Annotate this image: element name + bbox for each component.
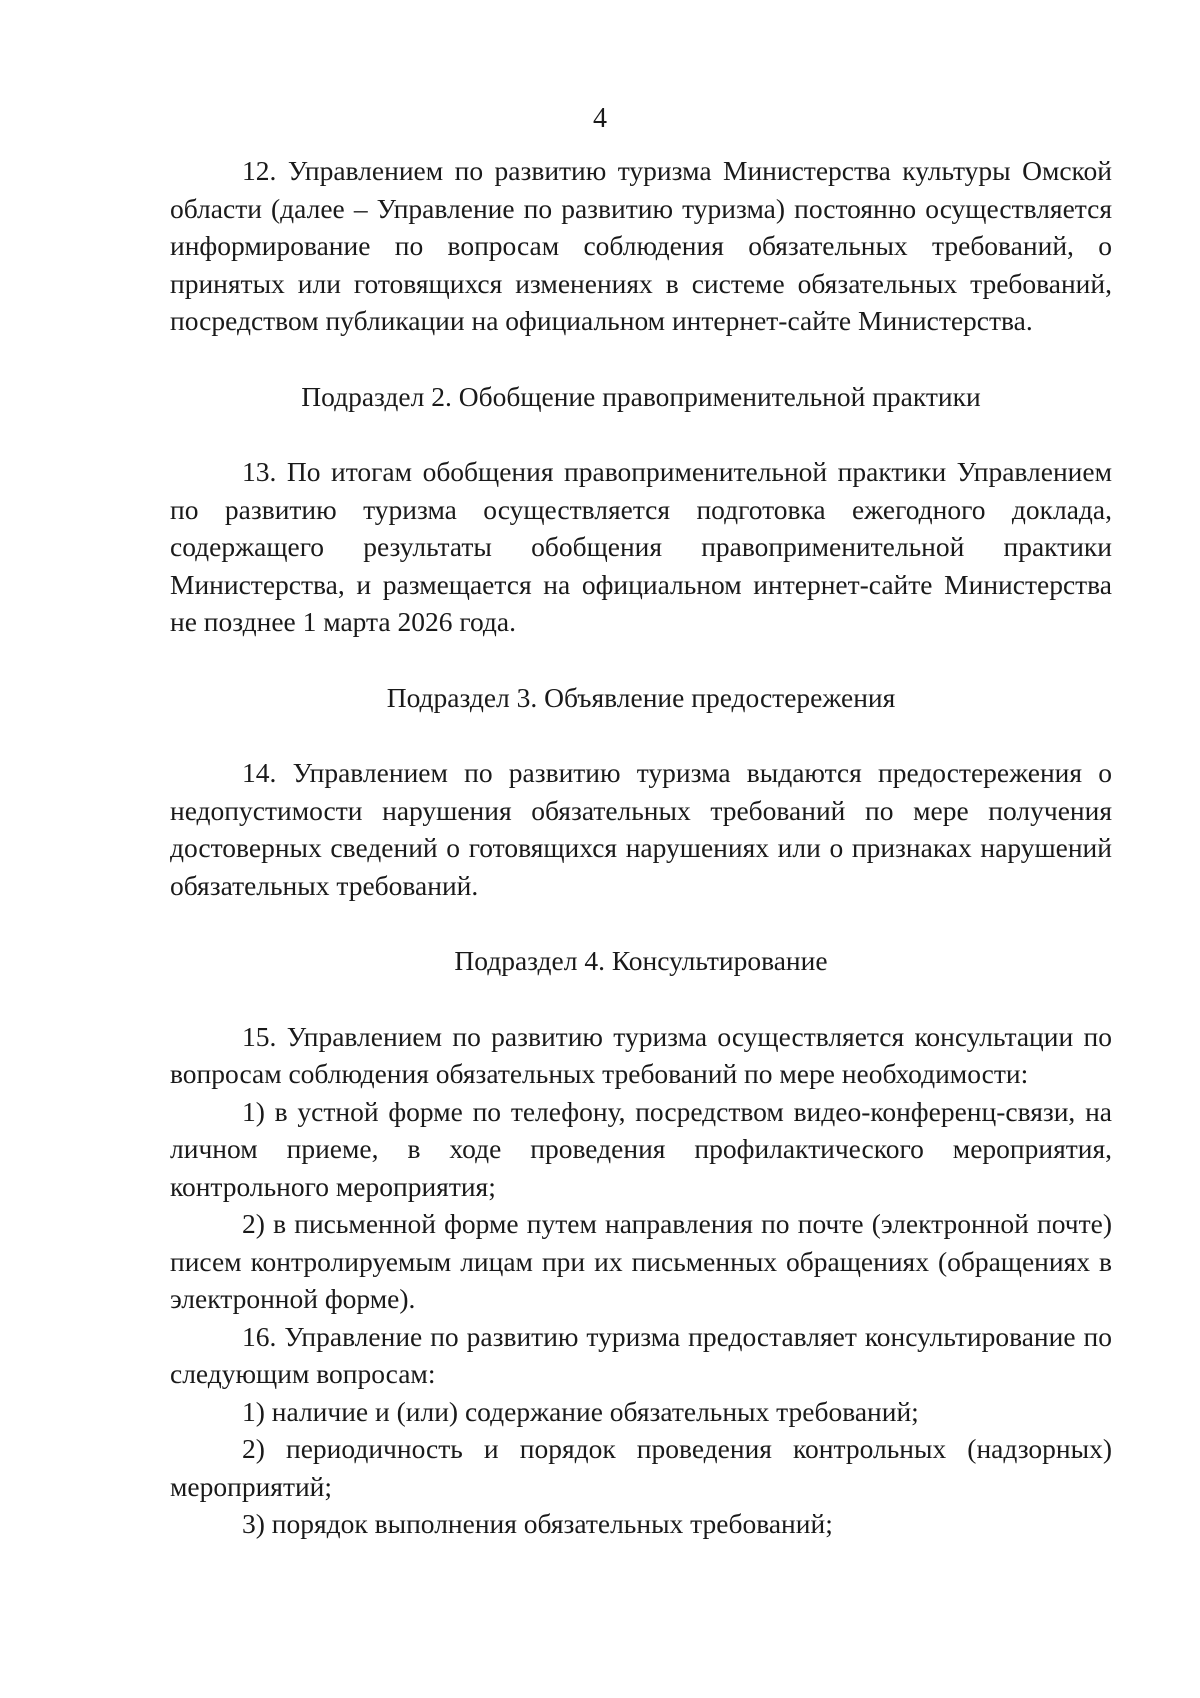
paragraph-12: 12. Управлением по развитию туризма Министерства культуры Омской области (далее – Управление по развитию туризма) постоянно осуществляется информирование по вопросам соблюдения обязательных требований, о принятых или готовящихся изменениях в системе обязательных требований, посредством публикации на официальном интернет-сайте Министерства. (170, 155, 1112, 336)
document-body (170, 152, 1112, 1543)
subsection-2-heading: Подраздел 2. Обобщение правоприменительной практики (301, 380, 981, 412)
subsection-4-heading: Подраздел 4. Консультирование (454, 945, 828, 976)
paragraph-16-item-2: 2) периодичность и порядок проведения контрольных (надзорных) мероприятий; (170, 1433, 1112, 1502)
paragraph-15: 15. Управлением по развитию туризма осуществляется консультации по вопросам соблюдения обязательных требований по мере необходимости: (170, 1020, 1112, 1089)
paragraph-15-item-1: 1) в устной форме по телефону, посредством видео-конференц-связи, на личном приеме, в ходе проведения профилактического мероприятия, контрольного мероприятия; (170, 1095, 1112, 1202)
paragraph-15-item-2: 2) в письменной форме путем направления по почте (электронной почте) писем контролируемым лицам при их письменных обращениях (обращениях в электронной форме). (170, 1208, 1112, 1314)
page-number: 4 (593, 103, 607, 134)
paragraph-13: 13. По итогам обобщения правоприменительной практики Управлением по развитию туризма осуществляется подготовка ежегодного доклада, содержащего результаты обобщения правоприменительной практики Министерства, и размещается на официальном интернет-сайте Министерства не позднее 1 марта 2026 года. (170, 456, 1112, 637)
subsection-3-heading: Подраздел 3. Объявление предостережения (386, 681, 896, 713)
paragraph-16-item-3: 3) порядок выполнения обязательных требований; (242, 1508, 833, 1539)
paragraph-16: 16. Управление по развитию туризма предоставляет консультирование по следующим вопросам: (170, 1320, 1112, 1389)
paragraph-14: 14. Управлением по развитию туризма выдаются предостережения о недопустимости нарушения обязательных требований по мере получения достоверных сведений о готовящихся нарушениях или о признаках нарушений обязательных требований. (170, 757, 1112, 901)
paragraph-16-item-1: 1) наличие и (или) содержание обязательных требований; (242, 1395, 919, 1427)
